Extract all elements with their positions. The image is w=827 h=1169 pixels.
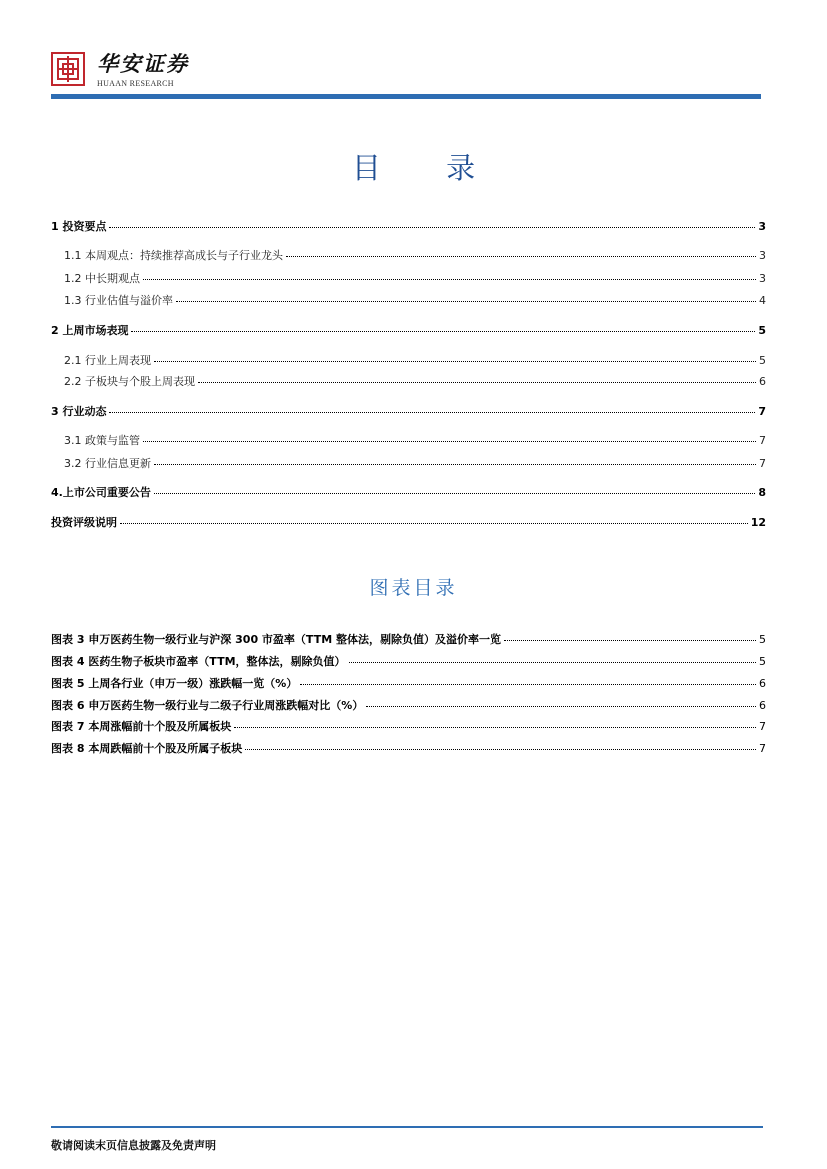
- figure-entry-label: 图表 8 本周跌幅前十个股及所属子板块: [51, 742, 243, 755]
- toc-entry[interactable]: [64, 354, 766, 368]
- toc-entry[interactable]: [64, 434, 766, 448]
- figure-entry-page: 7: [759, 720, 766, 733]
- toc-entry-label: 3.2 行业信息更新: [64, 457, 151, 470]
- toc-leader-dots: [143, 279, 756, 280]
- toc-leader-dots: [198, 382, 756, 383]
- toc-leader-dots: [131, 331, 755, 332]
- toc-entry-page: 4: [759, 294, 766, 307]
- figure-entry[interactable]: [51, 677, 766, 691]
- toc-entry[interactable]: [64, 375, 766, 389]
- footer-divider: [51, 1126, 763, 1128]
- toc-entry-page: 12: [750, 516, 766, 529]
- toc-entry-label: 1 投资要点: [51, 220, 107, 233]
- toc-leader-dots: [120, 523, 748, 524]
- toc-entry-page: 3: [758, 220, 766, 233]
- figure-leader-dots: [504, 640, 756, 641]
- toc-entry-page: 5: [759, 354, 766, 367]
- toc-entry-page: 3: [759, 249, 766, 262]
- figure-entry[interactable]: [51, 655, 766, 669]
- figures-title: 图表目录: [369, 577, 458, 599]
- toc-entry[interactable]: [64, 249, 766, 263]
- toc-entry-label: 2 上周市场表现: [51, 324, 129, 337]
- toc-entry-label: 3 行业动态: [51, 405, 107, 418]
- figure-entry-label: 图表 6 申万医药生物一级行业与二级子行业周涨跌幅对比（%）: [51, 699, 364, 712]
- toc-leader-dots: [176, 301, 756, 302]
- toc-entry[interactable]: [51, 324, 766, 338]
- figure-entry[interactable]: [51, 699, 766, 713]
- toc-entry-page: 8: [758, 486, 766, 499]
- figure-entry-page: 5: [759, 633, 766, 646]
- figure-leader-dots: [234, 727, 756, 728]
- toc-entry-label: 4.上市公司重要公告: [51, 486, 151, 499]
- brand-name-cn: 华安证券: [97, 51, 189, 76]
- figure-entry-label: 图表 4 医药生物子板块市盈率（TTM，整体法，剔除负值）: [51, 655, 346, 668]
- toc-entry-page: 6: [759, 375, 766, 388]
- toc-entry[interactable]: [64, 294, 766, 308]
- toc-entry[interactable]: [51, 220, 766, 234]
- figure-entry-label: 图表 5 上周各行业（申万一级）涨跌幅一览（%）: [51, 677, 298, 690]
- figure-entry-label: 图表 3 申万医药生物一级行业与沪深 300 市盈率（TTM 整体法，剔除负值）及溢价率一览: [51, 633, 501, 646]
- figure-leader-dots: [349, 662, 756, 663]
- figure-leader-dots: [300, 684, 756, 685]
- toc-entry-label: 1.2 中长期观点: [64, 272, 140, 285]
- toc-entry-label: 1.1 本周观点：持续推荐高成长与子行业龙头: [64, 249, 283, 262]
- toc-entry[interactable]: [51, 516, 766, 530]
- toc-leader-dots: [143, 441, 756, 442]
- toc-leader-dots: [109, 412, 755, 413]
- toc-leader-dots: [154, 464, 756, 465]
- toc-leader-dots: [154, 493, 756, 494]
- footer-disclaimer: 敬请阅读末页信息披露及免责声明: [51, 1139, 216, 1152]
- toc-leader-dots: [109, 227, 755, 228]
- brand-name-en: HUAAN RESEARCH: [97, 79, 174, 88]
- figure-leader-dots: [366, 706, 756, 707]
- toc-entry-label: 2.1 行业上周表现: [64, 354, 151, 367]
- figure-entry[interactable]: [51, 720, 766, 734]
- toc-entry-page: 3: [759, 272, 766, 285]
- header-divider: [51, 94, 761, 99]
- figure-entry-page: 6: [759, 677, 766, 690]
- figure-entry-page: 7: [759, 742, 766, 755]
- toc-leader-dots: [154, 361, 756, 362]
- toc-entry[interactable]: [51, 486, 766, 500]
- company-logo: [51, 52, 85, 86]
- toc-title: 目 录: [351, 151, 504, 185]
- figure-leader-dots: [245, 749, 756, 750]
- figure-entry[interactable]: [51, 742, 766, 756]
- toc-entry-label: 2.2 子板块与个股上周表现: [64, 375, 195, 388]
- toc-entry[interactable]: [64, 272, 766, 286]
- toc-entry-page: 7: [759, 434, 766, 447]
- toc-entry-page: 5: [758, 324, 766, 337]
- toc-entry-page: 7: [758, 405, 766, 418]
- toc-entry-label: 3.1 政策与监管: [64, 434, 140, 447]
- figure-entry[interactable]: [51, 633, 766, 647]
- toc-entry-label: 投资评级说明: [51, 516, 117, 529]
- toc-entry[interactable]: [64, 457, 766, 471]
- toc-leader-dots: [286, 256, 756, 257]
- toc-entry-page: 7: [759, 457, 766, 470]
- logo-emblem-icon: [53, 54, 83, 84]
- figure-entry-page: 6: [759, 699, 766, 712]
- toc-entry-label: 1.3 行业估值与溢价率: [64, 294, 173, 307]
- toc-entry[interactable]: [51, 405, 766, 419]
- figure-entry-page: 5: [759, 655, 766, 668]
- figure-entry-label: 图表 7 本周涨幅前十个股及所属板块: [51, 720, 232, 733]
